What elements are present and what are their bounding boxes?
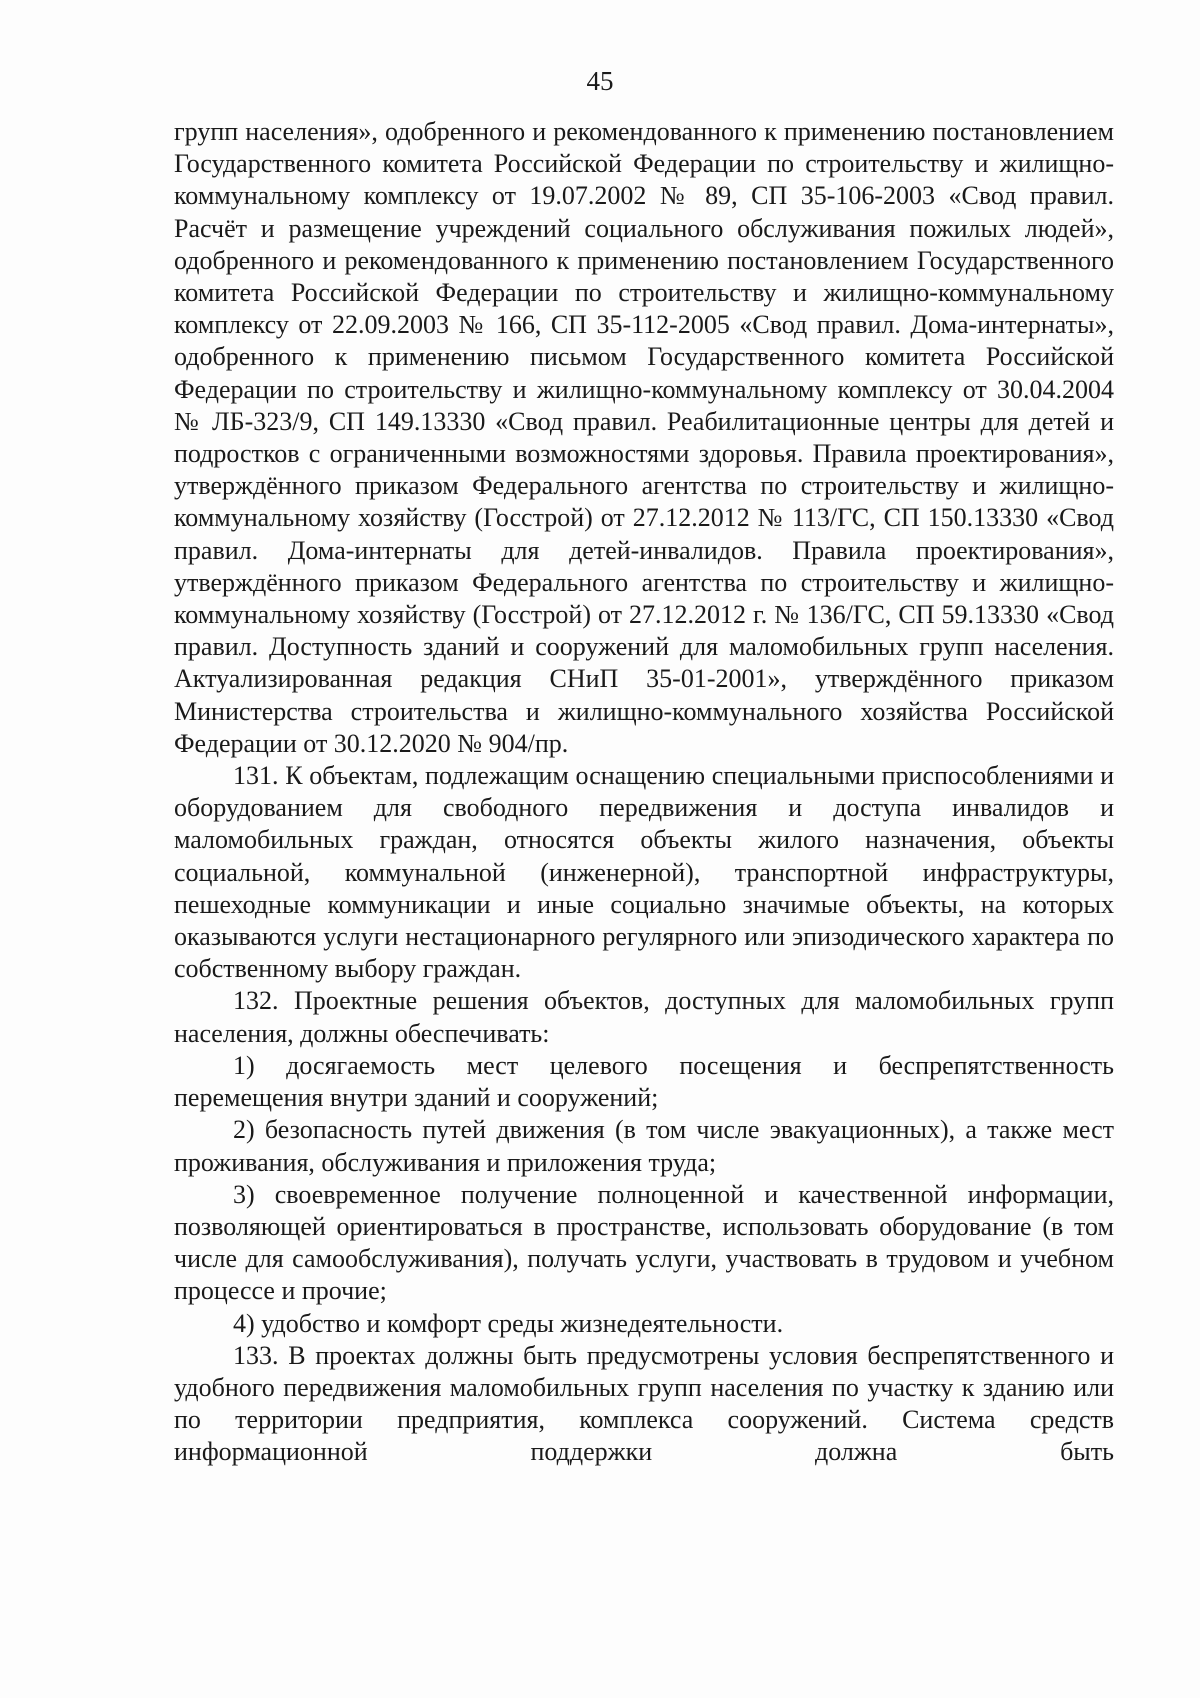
document-body — [174, 116, 1114, 1469]
page-number: 45 — [586, 66, 614, 96]
list-item-1: 1) досягаемость мест целевого посещения и беспрепятственность перемещения внутри зданий и сооружений; — [174, 1050, 1114, 1113]
list-item-3: 3) своевременное получение полноценной и качественной информации, позволяющей ориентироваться в пространстве, использовать оборудование (в том числе для самообслуживания), получать услуги, участвовать в трудовом и учебном процессе и прочие; — [174, 1179, 1114, 1306]
paragraph-132: 132. Проектные решения объектов, доступных для маломобильных групп населения, должны обеспечивать: — [174, 986, 1114, 1048]
list-item-2: 2) безопасность путей движения (в том числе эвакуационных), а также мест проживания, обслуживания и приложения труда; — [174, 1115, 1114, 1177]
paragraph-continuation: групп населения», одобренного и рекомендованного к применению постановлением Государственного комитета Российской Федерации по строительству и жилищно-коммунальному комплексу от 19.07.2002 № 89, СП 35-106-2003 «Свод правил. Расчёт и размещение учреждений социального обслуживания пожилых людей», одобренного и рекомендованного к применению постановлением Государственного комитета Российской Федерации по строительству и жилищно-коммунальному комплексу от 22.09.2003 № 166, СП 35-112-2005 «Свод правил. Дома-интернаты», одобренного к применению письмом Государственного комитета Российской Федерации по строительству и жилищно-коммунальному комплексу от 30.04.2004 № ЛБ-323/9, СП 149.13330 «Свод правил. Реабилитационные центры для детей и подростков с ограниченными возможностями здоровья. Правила проектирования», утверждённого приказом Федерального агентства по строительству и жилищно-коммунальному хозяйству (Госстрой) от 27.12.2012 № 113/ГС, СП 150.13330 «Свод правил. Дома-интернаты для детей-инвалидов. Правила проектирования», утверждённого приказом Федерального агентства по строительству и жилищно-коммунальному хозяйству (Госстрой) от 27.12.2012 г. № 136/ГС, СП 59.13330 «Свод правил. Доступность зданий и сооружений для маломобильных групп населения. Актуализированная редакция СНиП 35-01-2001», утверждённого приказом Министерства строительства и жилищно-коммунального хозяйства Российской Федерации от 30.12.2020 № 904/пр. — [174, 117, 1114, 758]
paragraph-133: 133. В проектах должны быть предусмотрены условия беспрепятственного и удобного передвижения маломобильных групп населения по участку к зданию или по территории предприятия, комплекса сооружений. Система средств информационной поддержки должна быть — [174, 1340, 1114, 1467]
paragraph-131: 131. К объектам, подлежащим оснащению специальными приспособлениями и оборудованием для свободного передвижения и доступа инвалидов и маломобильных граждан, относятся объекты жилого назначения, объекты социальной, коммунальной (инженерной), транспортной инфраструктуры, пешеходные коммуникации и иные социально значимые объекты, на которых оказываются услуги нестационарного регулярного или эпизодического характера по собственному выбору граждан. — [174, 761, 1114, 984]
list-item-4: 4) удобство и комфорт среды жизнедеятельности. — [233, 1308, 784, 1338]
